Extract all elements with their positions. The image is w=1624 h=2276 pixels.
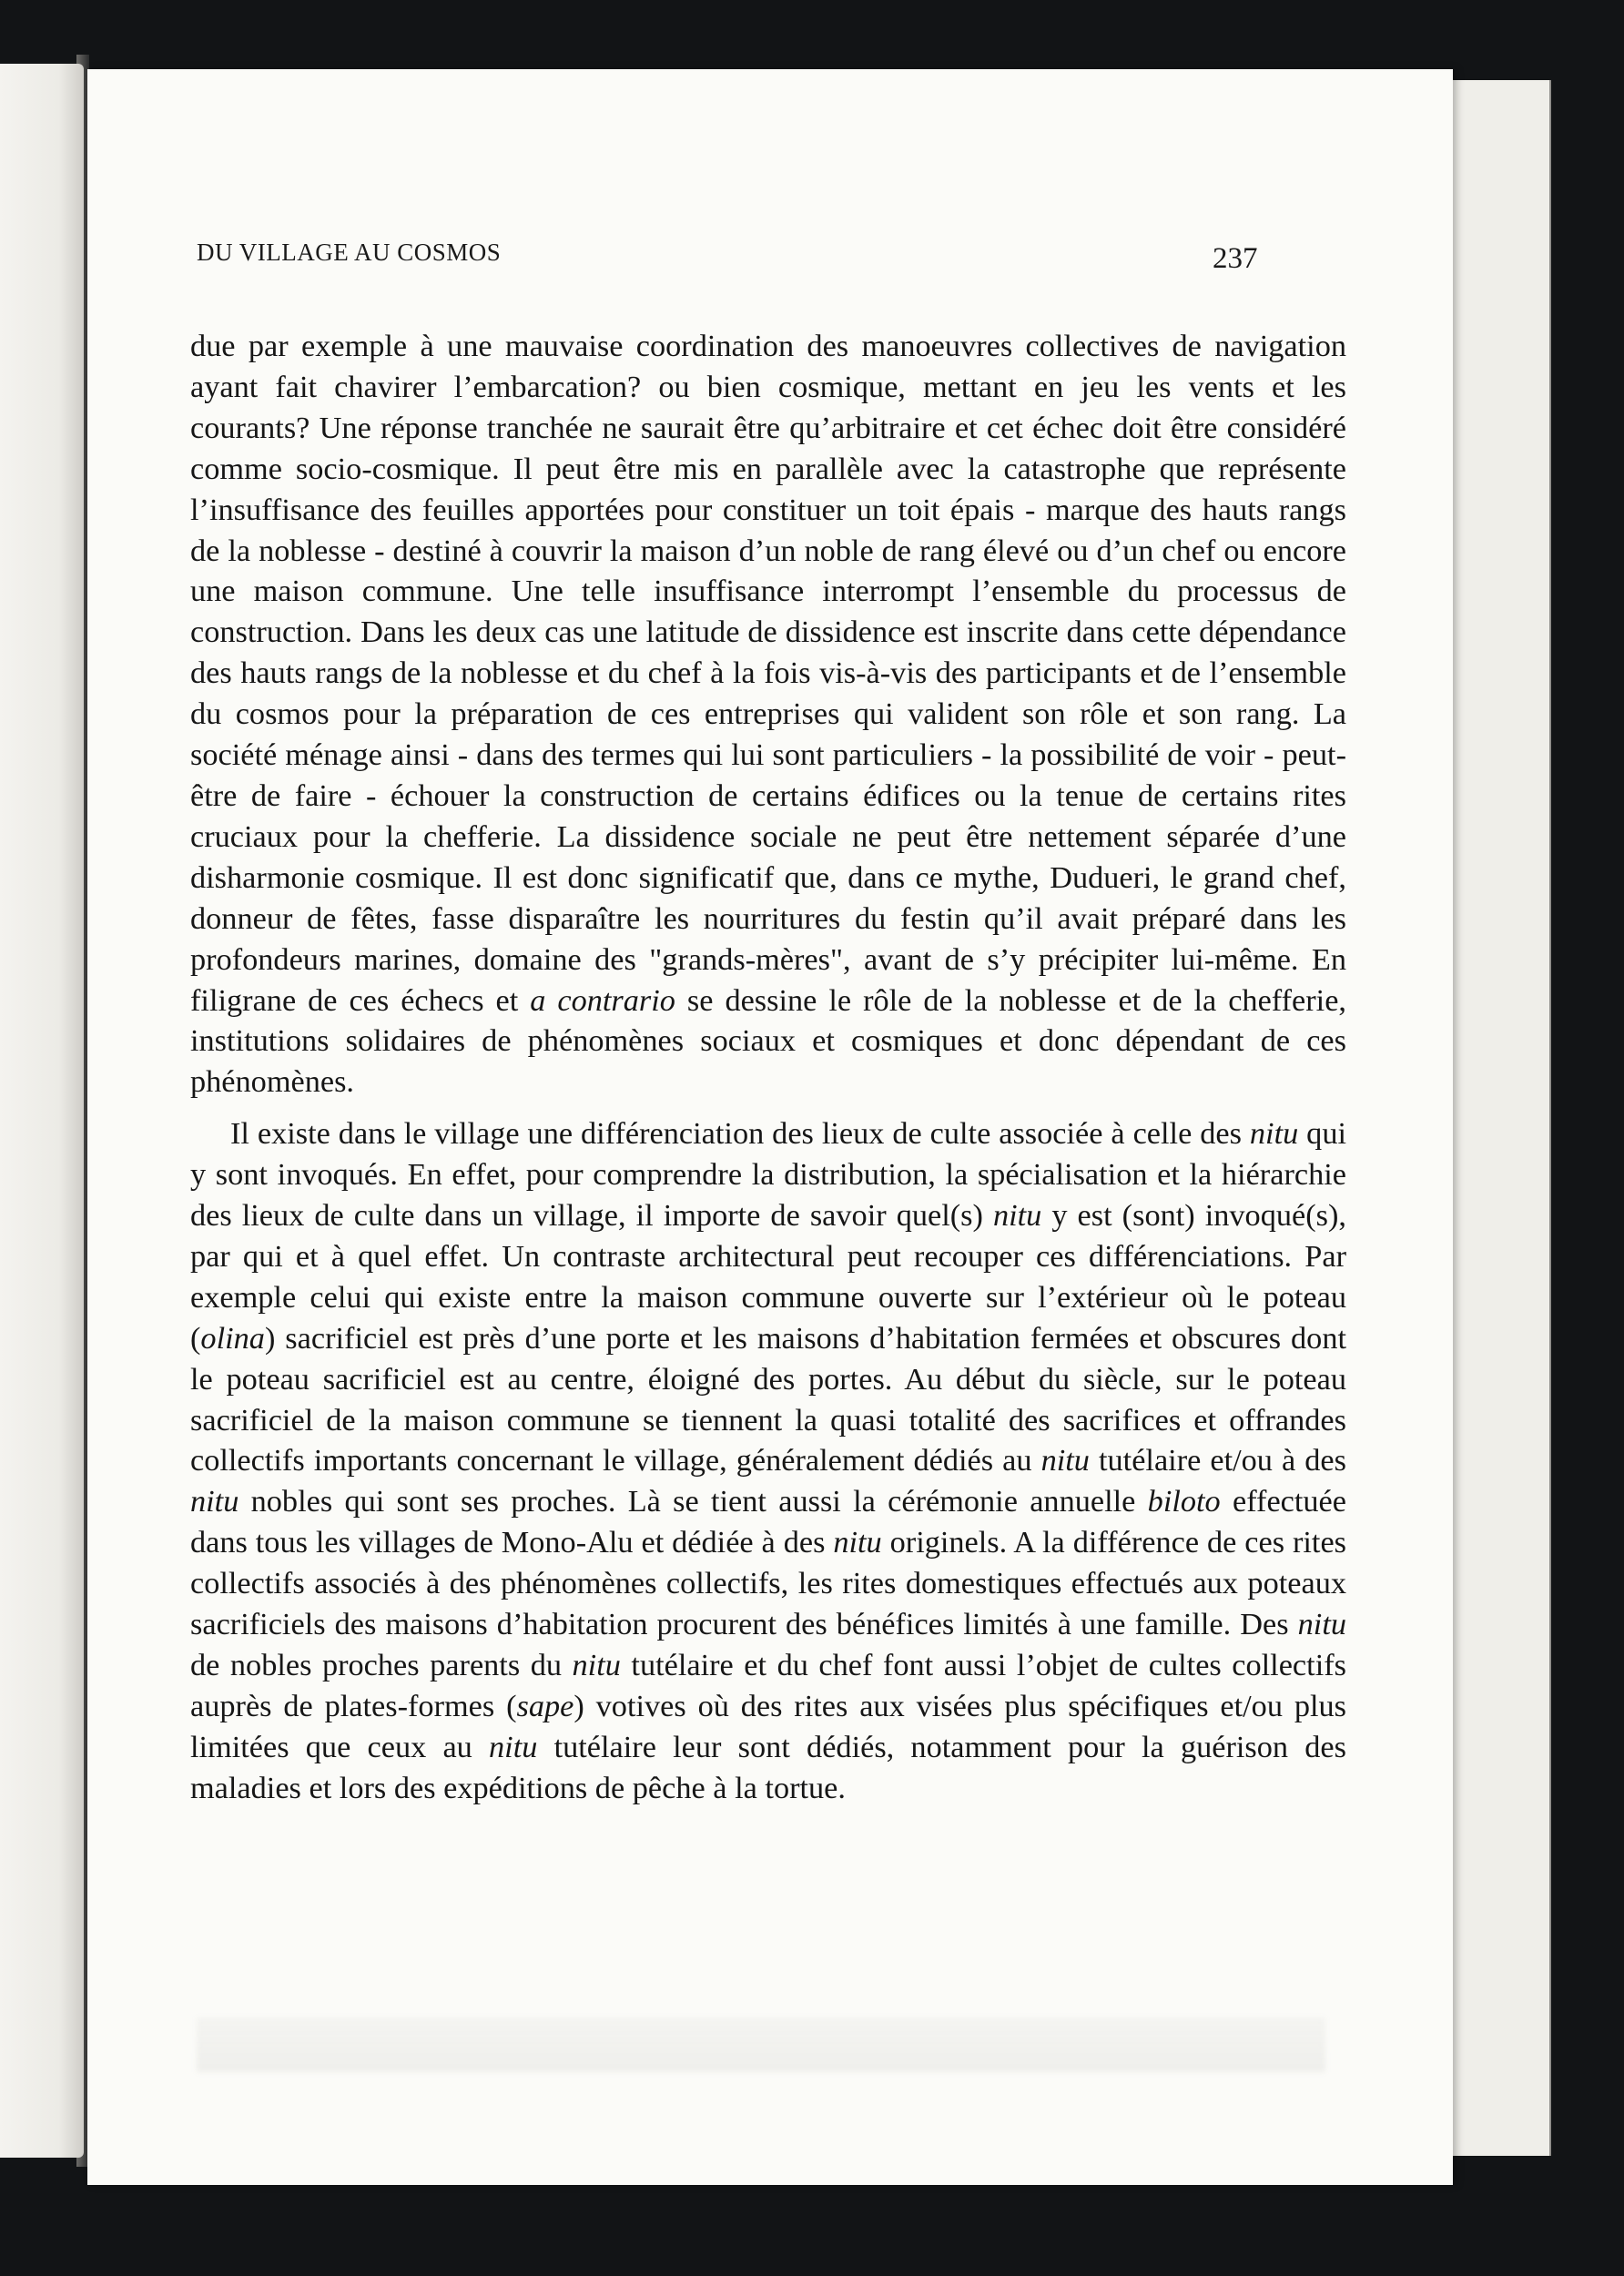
text-run: nobles qui sont ses proches. Là se tient aussi la cérémonie annuelle [239,1484,1148,1519]
italic-term: a contrario [530,982,675,1018]
text-run: originels. A la différence de ces rites collectifs associés à des phénomènes collectifs, les rites domestiques effectués aux poteaux sacrificiels des maisons d’habitation procurent des bénéfices limités à une famille. Des [190,1525,1347,1642]
text-run: se dessine le rôle de la noblesse et de la chefferie, institutions solidaires de phénomènes sociaux et cosmiques et donc dépendant de ces phénomènes. [190,982,1346,1100]
italic-term: nitu [833,1525,882,1560]
show-through-shadow [197,2017,1325,2072]
italic-term: nitu [489,1729,538,1764]
page-number: 237 [1213,242,1258,275]
italic-term: nitu [572,1648,621,1682]
text-run: due par exemple à une mauvaise coordination des manoeuvres collectives de navigation ayant fait chavirer l’embarcation? ou bien cosmique, mettant en jeu les vents et les courants? Une réponse tranchée ne saurait être qu’arbitraire et cet échec doit être considéré comme socio-cosmique. Il peut être mis en parallèle avec la catastrophe que représente l’insuffisance des feuilles apportées pour constituer un toit épais - marque des hauts rangs de la noblesse - destiné à couvrir la maison d’un noble de rang élevé ou d’un chef ou encore une maison commune. Une telle insuffisance interrompt l’ensemble du processus de construction. Dans les deux cas une latitude de dissidence est inscrite dans cette dépendance des hauts rangs de la noblesse et du chef à la fois vis-à-vis des participants et de l’ensemble du cosmos pour la préparation de ces entreprises qui valident son rôle et son rang. La société ménage ainsi - dans des termes qui lui sont particuliers - la possibilité de voir - peut-être de faire - échouer la construction de certains édifices ou la tenue de certains rites cruciaux pour la chefferie. La dissidence sociale ne peut être nettement séparée d’une disharmonie cosmique. Il est donc significatif que, dans ce mythe, Duduerі, le grand chef, donneur de fêtes, fasse disparaître les nourritures du festin qu’il avait préparé dans les profondeurs marines, domaine des "grands-mères", avant de s’y précipiter lui-même. En filigrane de ces échecs et [190,329,1346,1018]
italic-term: biloto [1147,1484,1221,1519]
text-run: tutélaire et du chef font aussi l’objet de cultes collectifs auprès de plates-formes ( [190,1648,1346,1723]
italic-term: sape [516,1688,574,1723]
text-run: ) sacrificiel est près d’une porte et les maisons d’habitation fermées et obscures dont le poteau sacrificiel est au centre, éloigné des portes. Au début du siècle, sur le poteau sacrificiel de la maison commune se tiennent la quasi totalité des sacrifices et offrandes collectifs importants concernant le village, généralement dédiés au [190,1320,1346,1478]
italic-term: nitu [1249,1116,1299,1152]
text-run: effectuée dans tous les villages de Mono-Alu et dédiée à des [190,1484,1347,1560]
paragraph [190,1113,1346,1808]
book-page [87,69,1453,2185]
text-run: tutélaire leur sont dédiés, notamment pour la guérison des maladies et lors des expéditions de pêche à la tortue. [190,1729,1346,1805]
paragraph [190,326,1346,1102]
running-head: DU VILLAGE AU COSMOS [197,239,502,266]
italic-term: nitu [1040,1443,1090,1478]
text-run: Il existe dans le village une différenciation des lieux de culte associée à celle des [230,1116,1250,1152]
text-run: tutélaire et/ou à des [1089,1443,1346,1478]
text-run: qui y sont invoqués. En effet, pour comprendre la distribution, la spécialisation et la hiérarchie des lieux de culte dans un village, il importe de savoir quel(s) [190,1116,1347,1234]
italic-term: nitu [992,1198,1042,1234]
text-run: ) votives où des rites aux visées plus spécifiques et/ou plus limitées que ceux au [190,1688,1346,1764]
body-text [190,326,1346,1809]
italic-term: nitu [190,1484,239,1519]
italic-term: nitu [1297,1607,1346,1642]
text-run: y est (sont) invoqué(s), par qui et à quel effet. Un contraste architectural peut recouper ces différenciations. Par exemple celui qui existe entre la maison commune ouverte sur l’extérieur où le poteau ( [190,1198,1346,1356]
facing-page-edge [0,64,84,2158]
italic-term: olina [200,1320,265,1356]
text-run: de nobles proches parents du [190,1648,573,1682]
